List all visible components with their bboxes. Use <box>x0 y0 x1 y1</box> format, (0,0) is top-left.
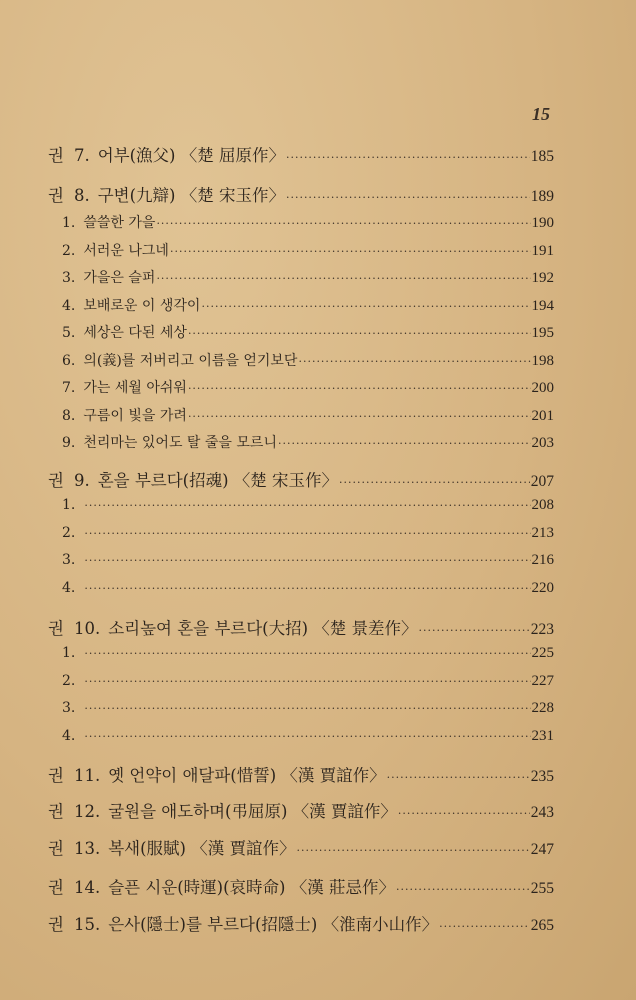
dot-leader <box>84 582 530 595</box>
chapter-title: 옛 언약이 애달파(惜誓) 〈漢 賈誼作〉 <box>108 766 386 785</box>
dot-leader <box>396 883 530 896</box>
dot-leader <box>419 624 530 637</box>
section-number: 2. <box>62 672 76 689</box>
chapter-number: 15. <box>73 915 101 934</box>
dot-leader <box>188 327 531 340</box>
section-heading <box>62 700 83 716</box>
toc-section-row[interactable] <box>62 405 554 425</box>
dot-leader <box>84 499 530 512</box>
chapter-page-number: 223 <box>530 621 554 638</box>
section-number: 4. <box>62 297 76 314</box>
section-number: 6. <box>62 352 76 369</box>
toc-section-row[interactable] <box>62 728 554 745</box>
section-number: 1. <box>62 215 76 231</box>
chapter-heading <box>48 615 418 639</box>
dot-leader <box>188 410 531 423</box>
chapter-page-number: 207 <box>530 473 554 490</box>
chapter-title: 복새(服賦) 〈漢 賈誼作〉 <box>108 839 296 858</box>
chapter-heading <box>48 911 438 935</box>
dot-leader <box>278 437 531 450</box>
toc-chapter-row[interactable] <box>48 911 554 935</box>
chapter-heading <box>48 142 285 166</box>
toc-section-row[interactable] <box>62 525 554 542</box>
section-page-number: 228 <box>531 700 554 716</box>
chapter-title: 은사(隱士)를 부르다(招隱士) 〈淮南小山作〉 <box>108 915 439 934</box>
section-page-number: 216 <box>531 552 554 568</box>
chapter-number: 9. <box>73 471 90 490</box>
chapter-title: 슬픈 시운(時運)(哀時命) 〈漢 莊忌作〉 <box>108 878 395 897</box>
toc-chapter-row[interactable] <box>48 835 554 859</box>
section-heading <box>62 322 187 342</box>
dot-leader <box>398 807 530 820</box>
chapter-prefix: 권 <box>48 915 64 934</box>
section-title: 세상은 다된 세상 <box>83 325 187 341</box>
section-number: 5. <box>62 325 76 341</box>
section-page-number: 192 <box>531 270 554 286</box>
chapter-page-number: 189 <box>530 188 554 205</box>
section-number: 1. <box>62 497 76 513</box>
section-heading <box>62 405 187 425</box>
section-page-number: 213 <box>531 524 554 541</box>
section-title: 의(義)를 저버리고 이름을 얻기보단 <box>83 352 298 369</box>
toc-section-row[interactable] <box>62 580 554 597</box>
section-page-number: 200 <box>531 380 554 396</box>
dot-leader <box>84 675 530 688</box>
section-title: 가을은 슬퍼 <box>83 270 156 286</box>
toc-section-row[interactable] <box>62 552 554 569</box>
section-page-number: 227 <box>531 672 554 689</box>
chapter-title: 어부(漁父) 〈楚 屈原作〉 <box>97 146 285 165</box>
chapter-heading <box>48 182 285 206</box>
section-page-number: 225 <box>531 645 554 661</box>
dot-leader <box>439 920 530 933</box>
dot-leader <box>286 191 530 204</box>
dot-leader <box>84 647 530 660</box>
section-title: 보배로운 이 생각이 <box>83 297 201 314</box>
chapter-title: 소리높여 혼을 부르다(大招) 〈楚 景差作〉 <box>108 619 418 638</box>
section-page-number: 203 <box>531 435 554 451</box>
toc-section-row[interactable] <box>62 322 554 342</box>
toc-section-row[interactable] <box>62 497 554 514</box>
section-heading <box>62 267 155 287</box>
toc-section-row[interactable] <box>62 645 554 662</box>
section-number: 2. <box>62 524 76 541</box>
section-title: 가는 세월 아쉬워 <box>83 380 187 396</box>
chapter-heading <box>48 874 395 898</box>
chapter-prefix: 권 <box>48 619 64 638</box>
section-page-number: 191 <box>531 242 554 259</box>
section-heading <box>62 497 83 513</box>
dot-leader <box>286 151 530 164</box>
dot-leader <box>156 272 530 285</box>
toc-section-row[interactable] <box>62 673 554 690</box>
section-page-number: 190 <box>531 215 554 231</box>
chapter-prefix: 권 <box>48 146 64 165</box>
section-heading <box>62 212 155 232</box>
chapter-number: 13. <box>73 839 101 858</box>
section-number: 3. <box>62 552 76 568</box>
toc-section-row[interactable] <box>62 295 554 315</box>
dot-leader <box>84 527 530 540</box>
section-page-number: 231 <box>531 727 554 744</box>
dot-leader <box>387 771 530 784</box>
section-heading <box>62 295 200 315</box>
chapter-page-number: 265 <box>530 917 554 934</box>
dot-leader <box>156 217 530 230</box>
toc-section-row[interactable] <box>62 432 554 452</box>
chapter-prefix: 권 <box>48 802 64 821</box>
chapter-prefix: 권 <box>48 471 64 490</box>
chapter-number: 7. <box>73 146 90 165</box>
section-heading <box>62 240 169 260</box>
section-number: 7. <box>62 380 76 396</box>
section-number: 3. <box>62 700 76 716</box>
section-title: 쓸쓸한 가을 <box>83 215 156 231</box>
chapter-number: 8. <box>73 186 90 205</box>
section-heading <box>62 350 297 370</box>
chapter-heading <box>48 762 386 786</box>
chapter-heading <box>48 835 295 859</box>
toc-chapter-row[interactable] <box>48 142 554 166</box>
chapter-prefix: 권 <box>48 878 64 897</box>
toc-section-row[interactable] <box>62 377 554 397</box>
dot-leader <box>84 554 530 567</box>
dot-leader <box>84 730 530 743</box>
dot-leader <box>84 702 530 715</box>
section-heading <box>62 728 83 744</box>
section-heading <box>62 580 83 596</box>
section-heading <box>62 673 83 689</box>
chapter-page-number: 235 <box>530 768 554 785</box>
toc-chapter-row[interactable] <box>48 182 554 206</box>
chapter-number: 11. <box>73 766 101 785</box>
page-number: 15 <box>532 104 550 124</box>
section-heading <box>62 552 83 568</box>
chapter-prefix: 권 <box>48 766 64 785</box>
section-heading <box>62 377 187 397</box>
chapter-page-number: 243 <box>530 804 554 821</box>
chapter-page-number: 255 <box>530 880 554 897</box>
chapter-number: 14. <box>73 878 101 897</box>
section-number: 8. <box>62 407 76 424</box>
toc-chapter-row[interactable] <box>48 762 554 786</box>
chapter-number: 12. <box>73 802 101 821</box>
dot-leader <box>298 355 530 368</box>
chapter-number: 10. <box>73 619 101 638</box>
dot-leader <box>188 382 531 395</box>
section-number: 3. <box>62 270 76 286</box>
section-number: 2. <box>62 242 76 259</box>
section-page-number: 198 <box>531 352 554 369</box>
toc-chapter-row[interactable] <box>48 798 554 822</box>
chapter-prefix: 권 <box>48 186 64 205</box>
section-number: 9. <box>62 435 76 451</box>
chapter-heading <box>48 467 338 491</box>
toc-section-row[interactable] <box>62 212 554 232</box>
chapter-title: 굴원을 애도하며(弔屈原) 〈漢 賈誼作〉 <box>108 802 397 821</box>
dot-leader <box>339 476 530 489</box>
section-heading <box>62 432 277 452</box>
section-heading <box>62 525 83 541</box>
toc-section-row[interactable] <box>62 700 554 717</box>
toc-chapter-row[interactable] <box>48 615 554 639</box>
toc-section-row[interactable] <box>62 240 554 260</box>
section-number: 1. <box>62 645 76 661</box>
chapter-page-number: 185 <box>530 148 554 165</box>
dot-leader <box>170 245 531 258</box>
chapter-page-number: 247 <box>530 841 554 858</box>
section-number: 4. <box>62 579 76 596</box>
section-page-number: 195 <box>531 325 554 341</box>
section-title: 천리마는 있어도 탈 줄을 모르니 <box>83 435 277 451</box>
chapter-title: 구변(九辯) 〈楚 宋玉作〉 <box>97 186 285 205</box>
chapter-title: 혼을 부르다(招魂) 〈楚 宋玉作〉 <box>97 471 339 490</box>
section-page-number: 194 <box>531 297 554 314</box>
section-title: 서러운 나그네 <box>83 242 169 259</box>
chapter-heading <box>48 798 397 822</box>
section-heading <box>62 645 83 661</box>
chapter-prefix: 권 <box>48 839 64 858</box>
toc-section-row[interactable] <box>62 350 554 370</box>
dot-leader <box>201 300 530 313</box>
dot-leader <box>296 844 529 857</box>
section-page-number: 208 <box>531 497 554 513</box>
toc-section-row[interactable] <box>62 267 554 287</box>
section-page-number: 220 <box>531 579 554 596</box>
toc-chapter-row[interactable] <box>48 874 554 898</box>
section-number: 4. <box>62 727 76 744</box>
section-page-number: 201 <box>531 407 554 424</box>
section-title: 구름이 빛을 가려 <box>83 407 187 424</box>
toc-chapter-row[interactable] <box>48 467 554 491</box>
